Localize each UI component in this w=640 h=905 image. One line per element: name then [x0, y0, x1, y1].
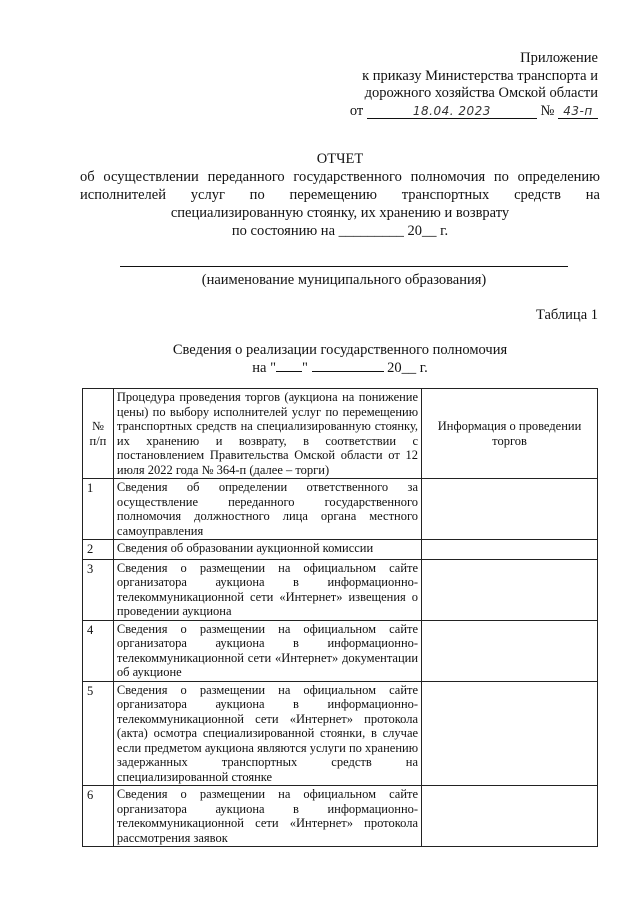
info-cell[interactable] — [422, 540, 598, 560]
appendix-title: Приложение — [520, 50, 598, 66]
info-cell[interactable] — [422, 620, 598, 681]
powers-table — [82, 388, 598, 847]
order-date-handwritten: 18.04. 2023 — [412, 103, 491, 118]
header-num: № п/п — [83, 389, 114, 479]
table-title — [130, 342, 550, 377]
table-title-date: на " " 20__ г. — [252, 360, 428, 376]
table-row: 1 Сведения об определении ответственного за осуществление переданного государственного полномочия должностного лица органа местного самоуправления — [83, 479, 598, 540]
table-title-line: Сведения о реализации государственного полномочия — [172, 342, 508, 358]
municipality-fill-line — [120, 266, 568, 267]
header-info: Информация о проведении торгов — [422, 389, 598, 479]
report-as-of: по состоянию на _________ 20__ г. — [231, 223, 449, 239]
table-row: 6 Сведения о размещении на официальном сайте организатора аукциона в информационно-телекоммуникационной сети «Интернет» протокола рассмотрения заявок — [83, 786, 598, 847]
info-cell[interactable] — [422, 479, 598, 540]
appendix-ministry-line: дорожного хозяйства Омской области — [364, 85, 598, 101]
report-heading: ОТЧЕТ — [316, 151, 364, 167]
table-row: 4 Сведения о размещении на официальном сайте организатора аукциона в информационно-телекоммуникационной сети «Интернет» документации об аукционе — [83, 620, 598, 681]
number-label: № — [540, 102, 555, 119]
municipality-label: (наименование муниципального образования) — [201, 272, 487, 288]
info-cell[interactable] — [422, 786, 598, 847]
table-number-label: Таблица 1 — [535, 307, 598, 323]
header-procedure: Процедура проведения торгов (аукциона на понижение цены) по выбору исполнителей услуг по перемещению транспортных средств на специализированную стоянку, их хранению и возврату, в соответствии с постановлением Правительства Омской области от 12 июля 2022 года № 364-п (далее – торги) — [113, 389, 421, 479]
report-subject: об осуществлении переданного государственного полномочия по определению исполнителей услуг по перемещению транспортных средств на специализированную стоянку, их хранению и возврату — [80, 169, 600, 221]
as-of-year: 20__ г. — [407, 223, 449, 239]
report-title-block — [80, 150, 600, 240]
appendix-date-line — [350, 103, 598, 121]
info-cell[interactable] — [422, 681, 598, 786]
from-label: от — [349, 102, 364, 119]
appendix-block — [350, 50, 598, 120]
order-number-handwritten: 43-п — [563, 103, 593, 118]
info-cell[interactable] — [422, 559, 598, 620]
table-row: 2 Сведения об образовании аукционной комиссии — [83, 540, 598, 560]
table-header-row — [83, 389, 598, 479]
as-of-date-blank: _________ — [338, 223, 404, 239]
appendix-order-line: к приказу Министерства транспорта и — [362, 67, 598, 84]
table-title-year: 20__ г. — [387, 360, 428, 376]
table-row: 3 Сведения о размещении на официальном сайте организатора аукциона в информационно-телекоммуникационной сети «Интернет» извещения о проведении аукциона — [83, 559, 598, 620]
table-row: 5 Сведения о размещении на официальном сайте организатора аукциона в информационно-телекоммуникационной сети «Интернет» протокола (акта) осмотра специализированной стоянки, в случае если предметом аукциона являются услуги по хранению задержанных транспортных средств на специализированной стоянке — [83, 681, 598, 786]
